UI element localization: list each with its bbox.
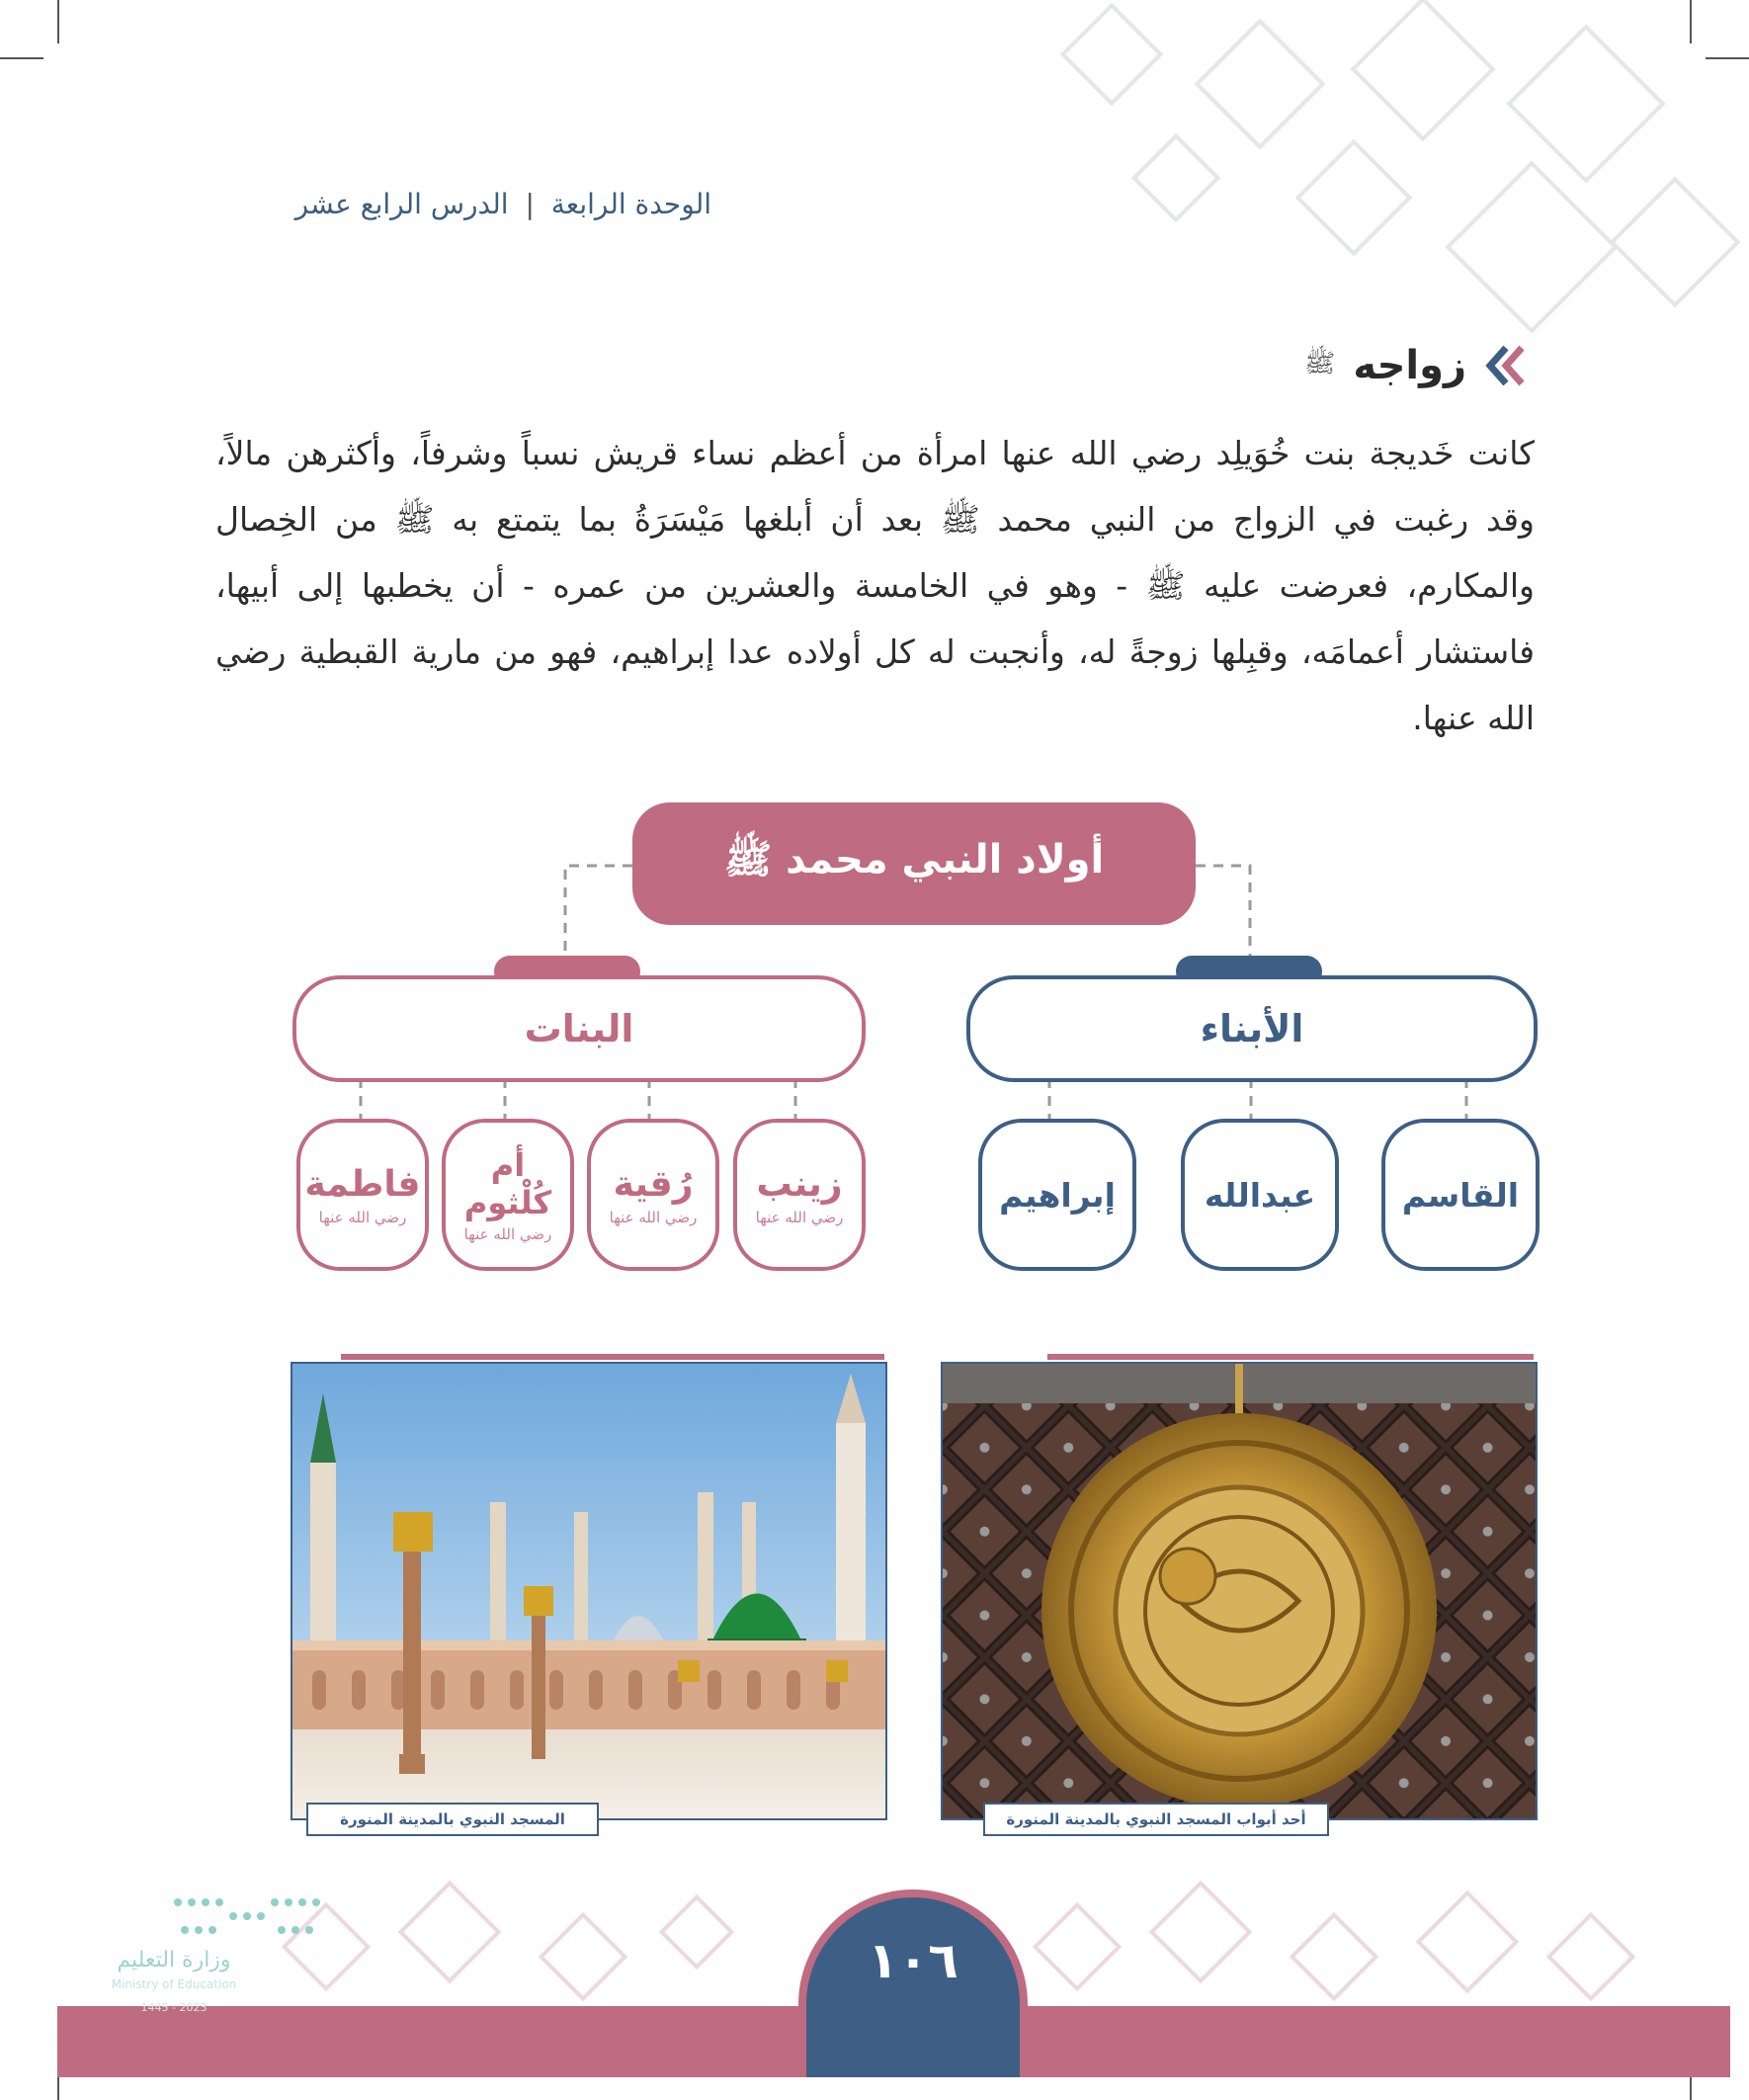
ministry-name-en: Ministry of Education (111, 1977, 237, 1991)
mosque-photo-caption: المسجد النبوي بالمدينة المنورة (306, 1803, 599, 1836)
sons-group-box (966, 975, 1538, 1082)
daughter-box (733, 1119, 866, 1271)
daughter-honor: رضي الله عنها (463, 1225, 552, 1243)
ministry-year: 2023 - 1445 (140, 2001, 208, 2014)
son-name: إبراهيم (999, 1175, 1116, 1215)
son-name: القاسم (1401, 1175, 1520, 1215)
daughter-name: فاطمة (304, 1163, 421, 1205)
tree-root-box (632, 802, 1196, 925)
body-paragraph: كانت خَديجة بنت خُوَيلِد رضي الله عنها امرأة من أعظم نساء قريش نسباً وشرفاً، وأكثرهن مالاً، وقد رغبت في الزواج من النبي محمد ﷺ بعد أن أبلغها مَيْسَرَةُ بما يتمتع به ﷺ من الخِصال والمكارم، فعرضت عليه ﷺ - وهو في الخامسة والعشرين من عمره - أن يخطبها إلى أبيها، فاستشار أعمامَه، وقبِلها زوجةً له، وأنجبت له كل أولاده عدا إبراهيم، فهو من مارية القبطية رضي الله عنها. (215, 434, 1535, 737)
photo-accent-bar (1047, 1354, 1534, 1360)
son-box (1381, 1119, 1540, 1271)
mosque-photo (291, 1362, 887, 1820)
daughter-honor: رضي الله عنها (318, 1208, 407, 1226)
ministry-logo-dots (168, 1892, 326, 1952)
sons-group-label: الأبناء (1200, 1007, 1304, 1050)
door-photo-caption: أحد أبواب المسجد النبوي بالمدينة المنورة (983, 1803, 1329, 1836)
daughter-name: أم كُلْثوم (463, 1146, 552, 1221)
mosque-illustration (292, 1364, 885, 1818)
daughter-box (442, 1119, 574, 1271)
daughter-box (296, 1119, 429, 1271)
daughters-group-label: البنات (524, 1007, 634, 1050)
page-number: ١٠٦ (868, 1932, 958, 1989)
unit-label: الوحدة الرابعة (550, 188, 711, 220)
son-box (1181, 1119, 1339, 1271)
daughter-honor: رضي الله عنها (755, 1208, 844, 1226)
son-box (978, 1119, 1136, 1271)
lesson-label: الدرس الرابع عشر (294, 188, 509, 220)
daughter-name: زينب (756, 1163, 843, 1205)
ministry-logo (95, 1949, 253, 2020)
door-illustration (943, 1364, 1536, 1818)
daughter-name: رُقية (613, 1163, 694, 1205)
tree-root-label: أولاد النبي محمد ﷺ (723, 837, 1105, 882)
daughters-group-box (292, 975, 866, 1082)
photo-accent-bar (341, 1354, 884, 1360)
ministry-name-ar: وزارة التعليم (117, 1948, 231, 1973)
daughter-box (587, 1119, 719, 1271)
header-separator: | (525, 188, 535, 220)
son-name: عبدالله (1204, 1175, 1316, 1215)
daughter-honor: رضي الله عنها (609, 1208, 698, 1226)
section-title: زواجه (1353, 343, 1466, 388)
section-honorific: ﷺ (1303, 349, 1336, 378)
door-photo (941, 1362, 1538, 1820)
